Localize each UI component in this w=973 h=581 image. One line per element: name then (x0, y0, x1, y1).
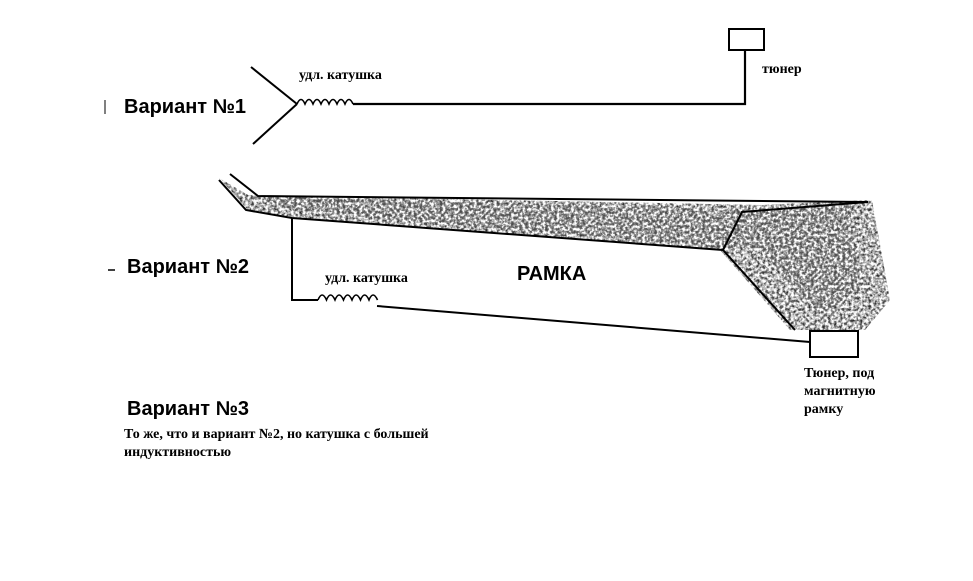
frame-label: РАМКА (517, 263, 587, 285)
variant1-coil (297, 100, 353, 105)
variant3-description: То же, что и вариант №2, но катушка с большей индуктивностью (124, 427, 429, 460)
variant1-coil-label: удл. катушка (299, 68, 382, 83)
variant1-title: Вариант №1 (124, 96, 247, 118)
variant2-title: Вариант №2 (127, 256, 250, 278)
variant2-wire-down (292, 218, 318, 300)
variant1-antenna (251, 67, 297, 144)
variant2-tuner-box (810, 331, 858, 357)
variant2-coil-label: удл. катушка (325, 271, 408, 286)
variant2-tuner-label: Тюнер, под магнитную рамку (804, 366, 876, 417)
variant1-feed-wire (353, 50, 745, 104)
variant2-feed-wire (377, 306, 810, 342)
variant1-tuner-box (729, 29, 764, 50)
variant3-title: Вариант №3 (127, 398, 250, 420)
variant1-tuner-label: тюнер (762, 62, 802, 77)
variant2-coil (318, 295, 378, 300)
